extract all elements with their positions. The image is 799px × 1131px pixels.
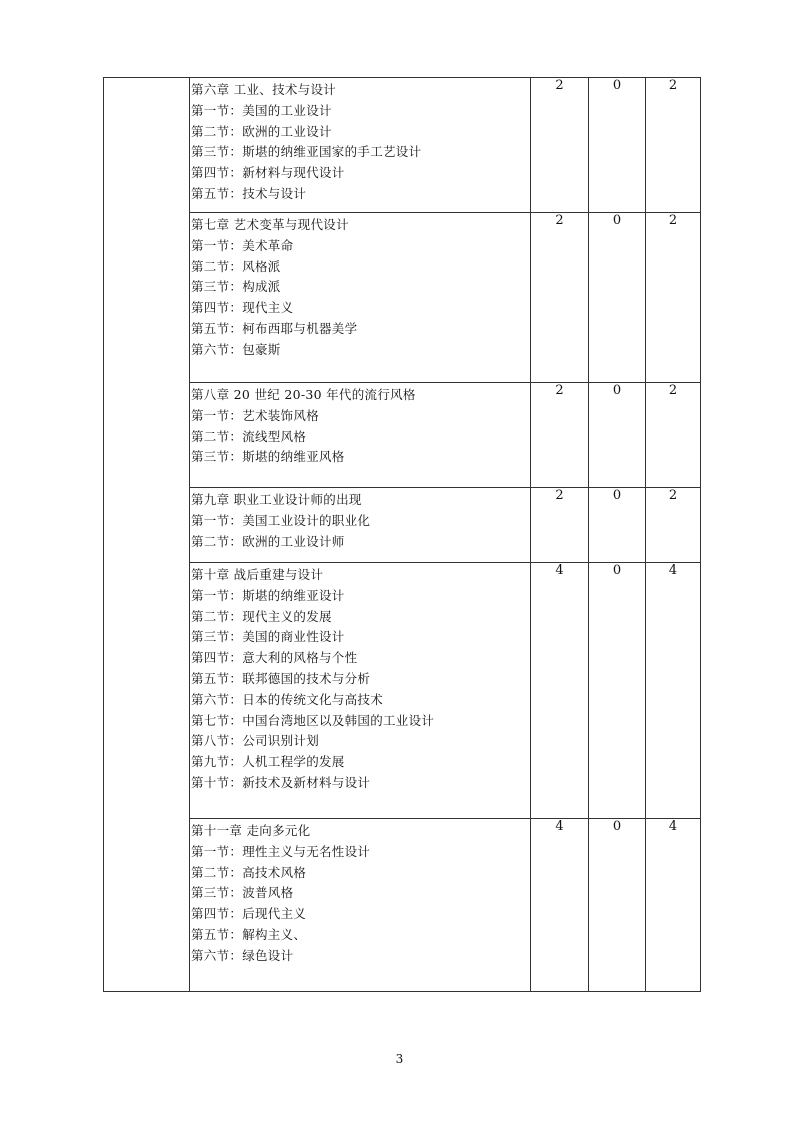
syllabus-table xyxy=(103,77,701,992)
section-line: 第八节：公司识别计划 xyxy=(191,733,320,749)
hours-cell: 2 xyxy=(646,488,701,563)
section-line: 第二节：流线型风格 xyxy=(191,428,307,444)
section-line: 第三节：构成派 xyxy=(191,279,281,295)
hours-cell: 0 xyxy=(589,819,646,992)
section-line: 第二节：欧洲的工业设计师 xyxy=(191,533,345,549)
section-line: 第六节：包豪斯 xyxy=(191,341,281,357)
hours-cell: 2 xyxy=(531,488,589,563)
hours-cell: 2 xyxy=(531,383,589,488)
section-line: 第九节：人机工程学的发展 xyxy=(191,754,345,770)
hours-cell: 2 xyxy=(531,78,589,213)
merged-left-cell xyxy=(104,78,190,992)
chapter-title: 第八章 20 世纪 20-30 年代的流行风格 xyxy=(191,387,416,402)
hours-cell: 2 xyxy=(646,383,701,488)
hours-cell: 0 xyxy=(589,383,646,488)
section-line: 第七节：中国台湾地区以及韩国的工业设计 xyxy=(191,712,435,728)
section-line: 第二节：风格派 xyxy=(191,258,281,274)
section-line: 第二节：现代主义的发展 xyxy=(191,608,332,624)
hours-cell: 4 xyxy=(646,563,701,819)
section-line: 第六节：日本的传统文化与高技术 xyxy=(191,691,384,707)
hours-cell: 4 xyxy=(531,819,589,992)
chapter-content-cell xyxy=(190,563,531,819)
section-line: 第四节：后现代主义 xyxy=(191,906,307,922)
section-line: 第六节：绿色设计 xyxy=(191,947,294,963)
hours-cell: 2 xyxy=(646,213,701,383)
section-line: 第十节：新技术及新材料与设计 xyxy=(191,774,371,790)
section-line: 第四节：现代主义 xyxy=(191,300,294,316)
section-line: 第五节：技术与设计 xyxy=(191,185,307,201)
chapter-row xyxy=(104,488,701,563)
chapter-title: 第十一章 走向多元化 xyxy=(191,823,311,838)
section-line: 第三节：斯堪的纳维亚风格 xyxy=(191,449,345,465)
section-line: 第五节：解构主义、 xyxy=(191,926,307,942)
hours-cell: 4 xyxy=(531,563,589,819)
chapter-row xyxy=(104,78,701,213)
section-line: 第一节：美国工业设计的职业化 xyxy=(191,512,371,528)
hours-cell: 0 xyxy=(589,563,646,819)
section-line: 第三节：波普风格 xyxy=(191,885,294,901)
chapter-content-cell xyxy=(190,213,531,383)
hours-cell: 2 xyxy=(646,78,701,213)
section-line: 第五节：柯布西耶与机器美学 xyxy=(191,320,358,336)
hours-cell: 0 xyxy=(589,213,646,383)
chapter-content-cell xyxy=(190,78,531,213)
section-line: 第三节：美国的商业性设计 xyxy=(191,629,345,645)
section-line: 第五节：联邦德国的技术与分析 xyxy=(191,670,371,686)
chapter-row xyxy=(104,563,701,819)
section-line: 第一节：理性主义与无名性设计 xyxy=(191,843,371,859)
chapter-title: 第九章 职业工业设计师的出现 xyxy=(191,492,362,507)
chapter-row xyxy=(104,383,701,488)
section-line: 第四节：新材料与现代设计 xyxy=(191,165,345,181)
chapter-content-cell xyxy=(190,488,531,563)
chapter-content-cell xyxy=(190,819,531,992)
section-line: 第一节：斯堪的纳维亚设计 xyxy=(191,587,345,603)
section-line: 第三节：斯堪的纳维亚国家的手工艺设计 xyxy=(191,144,422,160)
hours-cell: 2 xyxy=(531,213,589,383)
chapter-row xyxy=(104,213,701,383)
chapter-row xyxy=(104,819,701,992)
chapter-title: 第七章 艺术变革与现代设计 xyxy=(191,217,349,232)
hours-cell: 0 xyxy=(589,488,646,563)
section-line: 第一节：艺术装饰风格 xyxy=(191,407,320,423)
chapter-content-cell xyxy=(190,383,531,488)
hours-cell: 0 xyxy=(589,78,646,213)
chapter-title: 第六章 工业、技术与设计 xyxy=(191,82,337,97)
page-number: 3 xyxy=(395,1052,404,1066)
section-line: 第四节：意大利的风格与个性 xyxy=(191,650,358,666)
section-line: 第一节：美国的工业设计 xyxy=(191,102,332,118)
hours-cell: 4 xyxy=(646,819,701,992)
section-line: 第二节：高技术风格 xyxy=(191,864,307,880)
section-line: 第一节：美术革命 xyxy=(191,237,294,253)
section-line: 第二节：欧洲的工业设计 xyxy=(191,123,332,139)
chapter-title: 第十章 战后重建与设计 xyxy=(191,567,324,582)
